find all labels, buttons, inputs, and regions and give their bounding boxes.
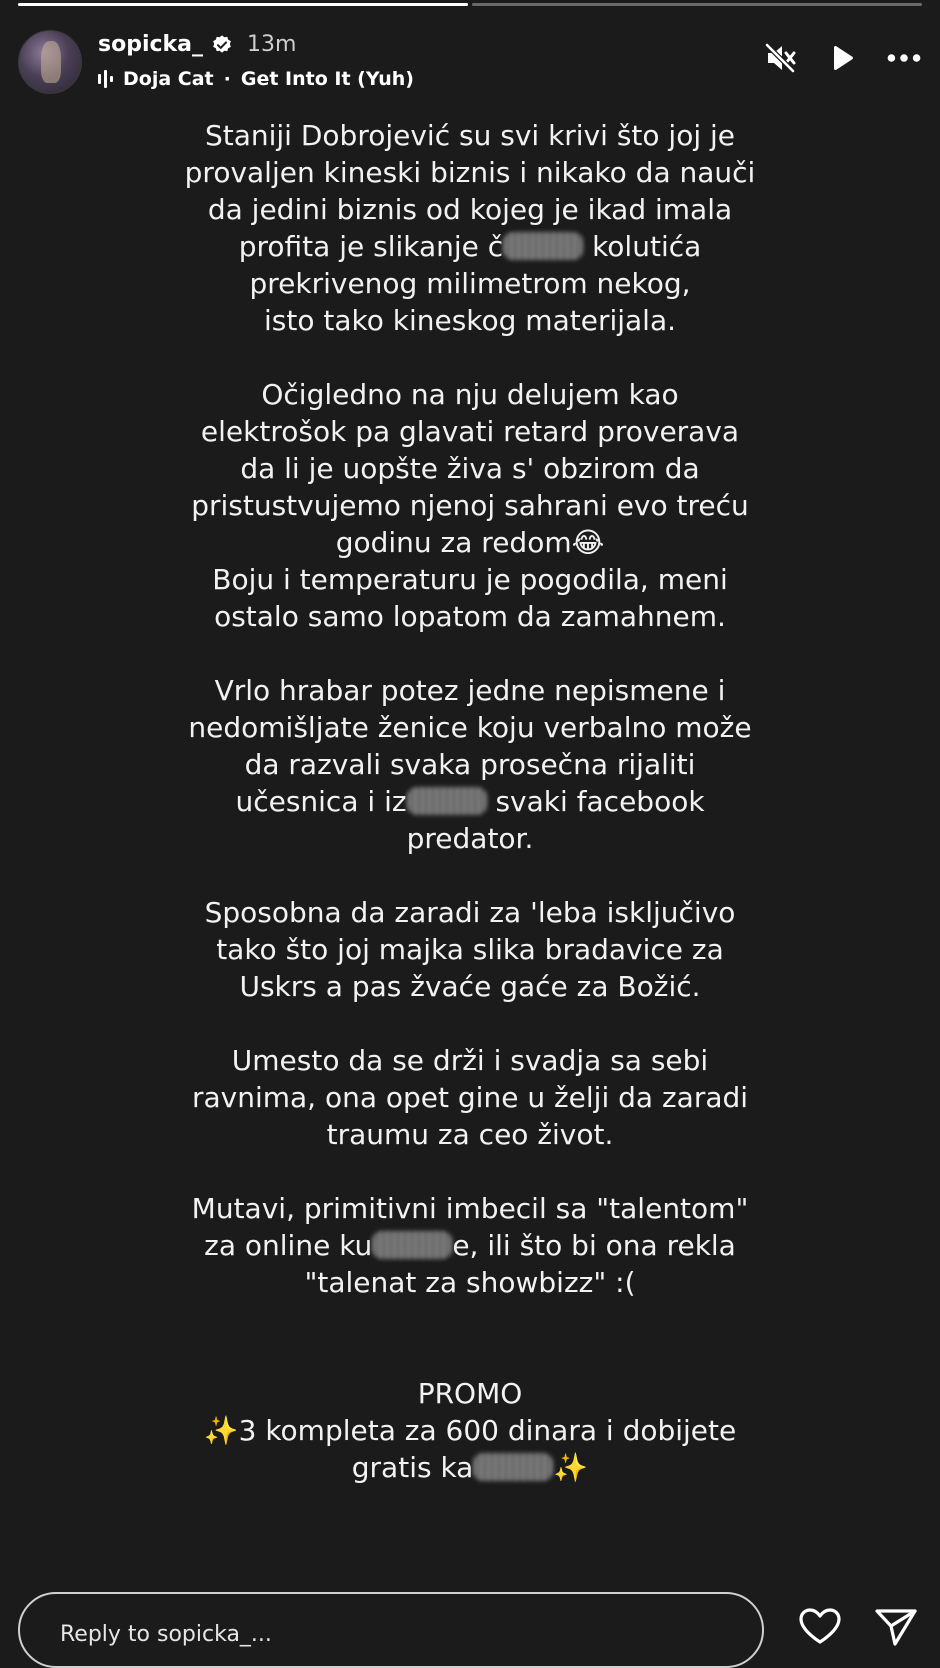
play-icon xyxy=(827,43,857,73)
story-text-segment: Sposobna da zaradi za 'leba isključivo tako što joj majka slika bradavice za Uskrs a pas žvaće gaće za Božić. xyxy=(204,896,736,1003)
progress-fill xyxy=(18,3,468,6)
user-info xyxy=(98,32,296,57)
music-info[interactable] xyxy=(98,68,414,90)
story-paragraph xyxy=(150,1190,790,1301)
story-controls xyxy=(762,40,922,76)
heart-icon xyxy=(797,1606,843,1646)
story-header xyxy=(18,30,922,94)
redacted-blur xyxy=(503,232,583,260)
verified-badge-icon xyxy=(211,34,233,56)
story-paragraph xyxy=(150,672,790,857)
mute-button[interactable] xyxy=(762,40,798,76)
reply-placeholder: Reply to sopicka_... xyxy=(60,1622,272,1647)
more-button[interactable] xyxy=(886,40,922,76)
redacted-blur xyxy=(473,1453,553,1481)
story-text-segment: Umesto da se drži i svadja sa sebi ravnima, ona opet gine u želji da zaradi traumu za ceo život. xyxy=(191,1044,749,1151)
redacted-blur xyxy=(372,1231,452,1259)
story-text-segment: svaki facebook predator. xyxy=(406,785,705,855)
music-song: Get Into It (Yuh) xyxy=(240,68,414,90)
progress-segment xyxy=(18,3,468,6)
volume-mute-icon xyxy=(763,41,797,75)
story-text-segment: Staniji Dobrojević su svi krivi što joj je provaljen kineski biznis i nikako da nauči da jedini biznis od kojeg je ikad imala profita je slikanje č xyxy=(184,119,756,263)
share-button[interactable] xyxy=(872,1606,920,1646)
story-paragraph xyxy=(150,117,790,339)
story-text-segment: Vrlo hrabar potez jedne nepismene i nedomišljate ženice koju verbalno može da razvali svaka prosečna rijaliti učesnica i iz xyxy=(188,674,752,818)
more-icon xyxy=(886,52,922,64)
play-button[interactable] xyxy=(824,40,860,76)
music-separator: · xyxy=(223,68,231,90)
avatar[interactable] xyxy=(18,30,82,94)
music-bars-icon xyxy=(98,70,113,88)
story-text-segment: ✨ xyxy=(553,1451,589,1484)
post-time: 13m xyxy=(247,32,297,57)
like-button[interactable] xyxy=(796,1606,844,1646)
story-text-segment: PROMO ✨3 kompleta za 600 dinara i dobijete gratis ka xyxy=(203,1377,737,1484)
username[interactable]: sopicka_ xyxy=(98,32,204,57)
progress-segment xyxy=(472,3,922,6)
story-text-segment: Očigledno na nju delujem kao elektrošok pa glavati retard proverava da li je uopšte živa s' obzirom da pristustvujemo njenoj sahrani evo treću godinu za redom😂 Boju i temperaturu je pogodila, meni ostalo samo lopatom da zamahnem. xyxy=(191,378,749,633)
story-paragraph xyxy=(150,894,790,1005)
story-text-segment: e, ili što bi ona rekla "talenat za showbizz" :( xyxy=(304,1229,736,1299)
promo-paragraph xyxy=(150,1375,790,1486)
reply-input[interactable] xyxy=(18,1592,764,1668)
story-text-segment: Mutavi, primitivni imbecil sa "talentom" za online ku xyxy=(191,1192,749,1262)
story-paragraph xyxy=(150,1042,790,1153)
redacted-blur xyxy=(407,787,487,815)
music-artist: Doja Cat xyxy=(123,68,214,90)
story-text-segment: kolutića prekrivenog milimetrom nekog, isto tako kineskog materijala. xyxy=(249,230,702,337)
send-icon xyxy=(873,1606,919,1646)
story-text xyxy=(150,117,790,1523)
story-paragraph xyxy=(150,376,790,635)
story-progress xyxy=(18,3,922,6)
